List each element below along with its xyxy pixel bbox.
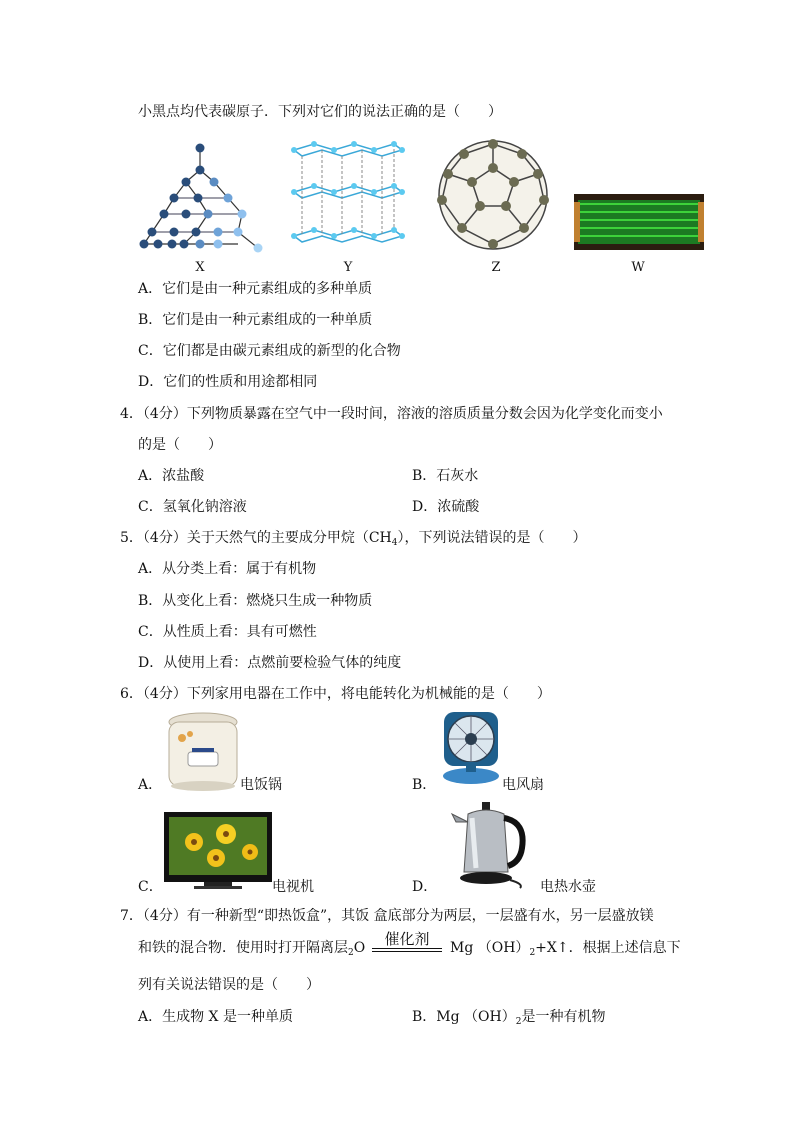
graphite-structure-image [284, 140, 412, 252]
q3-option-a[interactable]: A．它们是由一种元素组成的多种单质 [138, 281, 373, 297]
q4-option-d[interactable]: D．浓硫酸 [412, 499, 480, 515]
diamond-structure-image [138, 140, 268, 258]
q3-option-d[interactable]: D．它们的性质和用途都相同 [138, 374, 318, 390]
q5-option-b[interactable]: B．从变化上看：燃烧只生成一种物质 [138, 593, 373, 609]
figure-label-w: W [631, 260, 645, 275]
rice-cooker-image [162, 708, 244, 794]
q6-option-a-name: 电饭锅 [240, 777, 282, 793]
q5-option-a[interactable]: A．从分类上看：属于有机物 [138, 561, 317, 577]
reaction-arrow-line [372, 948, 442, 949]
television-image [164, 812, 272, 890]
q7-stem-line3: 列有关说法错误的是（ ） [138, 977, 320, 993]
q6-option-d-letter[interactable]: D． [412, 879, 438, 895]
q4-option-b[interactable]: B．石灰水 [412, 468, 479, 484]
q7-stem-line2-post: Mg $(OH)_2+X↑$．根据上述信息下 [450, 940, 681, 958]
q3-option-b[interactable]: B．它们是由一种元素组成的一种单质 [138, 312, 373, 328]
figure-label-y: Y [343, 260, 353, 275]
q6-option-c-name: 电视机 [272, 879, 314, 895]
q6-option-b-letter[interactable]: B． [412, 777, 437, 793]
q7-stem-line2-pre: 和铁的混合物．使用时打开隔离层$_2$O [138, 940, 366, 958]
q4-option-c[interactable]: C．氢氧化钠溶液 [138, 499, 247, 515]
figure-label-z: Z [491, 260, 501, 275]
q5-option-d[interactable]: D．从使用上看：点燃前要检验气体的纯度 [138, 655, 402, 671]
carbon-nanotube-image [574, 194, 704, 250]
q3-option-c[interactable]: C．它们都是由碳元素组成的新型的化合物 [138, 343, 401, 359]
q5-stem: 5．（4分）关于天然气的主要成分甲烷$(CH_4)$，下列说法错误的是（ ） [120, 530, 587, 548]
figure-label-x: X [195, 260, 205, 275]
q4-stem-line2: 的是（ ） [138, 437, 222, 453]
electric-fan-image [436, 708, 506, 786]
catalyst-label: 催化剂 [384, 930, 430, 948]
q7-stem-line1: 7．（4分）有一种新型“即热饭盒”，其饭 盒底部分为两层，一层盛有水，另一层盛放镁 [120, 908, 654, 924]
q5-option-c[interactable]: C．从性质上看：具有可燃性 [138, 624, 317, 640]
reaction-arrow-line-2 [372, 951, 442, 952]
q3-intro: 小黑点均代表碳原子．下列对它们的说法正确的是（ ） [138, 104, 502, 120]
electric-kettle-image [446, 800, 536, 890]
q6-stem: 6．（4分）下列家用电器在工作中，将电能转化为机械能的是（ ） [120, 686, 551, 702]
q6-option-d-name: 电热水壶 [540, 879, 596, 895]
q4-option-a[interactable]: A．浓盐酸 [138, 468, 205, 484]
q7-option-a[interactable]: A．生成物 X 是一种单质 [138, 1009, 293, 1025]
q4-stem-line1: 4．（4分）下列物质暴露在空气中一段时间，溶液的溶质质量分数会因为化学变化而变小 [120, 406, 663, 422]
q7-option-b[interactable]: B．Mg $(OH)_2$是一种有机物 [412, 1009, 606, 1027]
q6-option-a-letter[interactable]: A． [138, 777, 163, 793]
q6-option-c-letter[interactable]: C． [138, 879, 163, 895]
fullerene-c60-image [432, 136, 554, 254]
q6-option-b-name: 电风扇 [502, 777, 544, 793]
